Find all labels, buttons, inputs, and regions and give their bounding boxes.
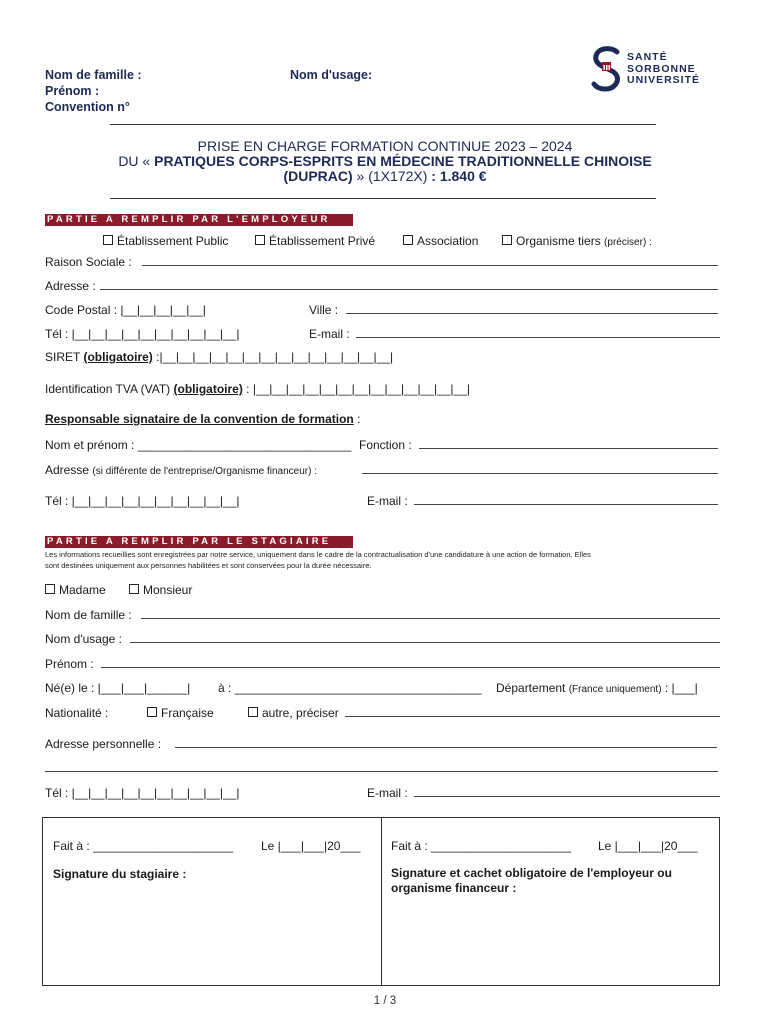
title-line2-prefix: DU « bbox=[118, 153, 155, 169]
checkbox-icon[interactable] bbox=[103, 235, 113, 245]
stag-prenom-field[interactable] bbox=[101, 667, 720, 668]
checkbox-icon[interactable] bbox=[403, 235, 413, 245]
title-line3-bold: (DUPRAC) bbox=[283, 168, 353, 184]
option-monsieur[interactable] bbox=[129, 583, 192, 597]
stag-prenom-label: Prénom : bbox=[45, 657, 94, 671]
tel2-field[interactable]: Tél : |__|__|__|__|__|__|__|__|__|__| bbox=[45, 494, 240, 508]
fonction-label: Fonction : bbox=[359, 438, 412, 452]
sig-employeur-line2: organisme financeur : bbox=[391, 881, 517, 895]
stag-ne-le-field[interactable]: Né(e) le : |___|___|______| bbox=[45, 681, 191, 695]
logo-line1: SANTÉ bbox=[627, 51, 668, 63]
responsable-heading bbox=[45, 412, 360, 426]
option-label: Établissement Public bbox=[117, 234, 229, 248]
sorbonne-s-icon bbox=[590, 46, 624, 92]
email-label: E-mail : bbox=[309, 327, 350, 341]
fait-a-right[interactable]: Fait à : _____________________ bbox=[391, 839, 572, 853]
fonction-field[interactable] bbox=[419, 448, 718, 449]
checkbox-icon[interactable] bbox=[147, 707, 157, 717]
page-number: 1 / 3 bbox=[373, 995, 397, 1007]
option-francaise[interactable] bbox=[147, 706, 214, 720]
sig-stagiaire-label: Signature du stagiaire : bbox=[53, 867, 187, 881]
adresse-diff-label: Adresse bbox=[45, 463, 93, 477]
checkbox-icon[interactable] bbox=[45, 584, 55, 594]
header-convention: Convention n° bbox=[45, 100, 130, 114]
francaise-label: Française bbox=[161, 706, 214, 720]
option-label: Association bbox=[417, 234, 479, 248]
title-rule-bottom bbox=[110, 198, 656, 199]
tva-obligatoire: (obligatoire) bbox=[173, 382, 243, 396]
adresse-field[interactable] bbox=[100, 289, 718, 290]
checkbox-icon[interactable] bbox=[502, 235, 512, 245]
adresse-label: Adresse : bbox=[45, 279, 96, 293]
stag-email-label: E-mail : bbox=[367, 786, 408, 800]
departement-note: (France uniquement) bbox=[568, 684, 662, 695]
tva-boxes[interactable]: : |__|__|__|__|__|__|__|__|__|__|__|__|__| bbox=[242, 382, 470, 396]
adresse-perso-label: Adresse personnelle : bbox=[45, 737, 162, 751]
logo-line2: SORBONNE bbox=[627, 63, 696, 75]
sig-employeur-line1: Signature et cachet obligatoire de l'employeur ou bbox=[391, 866, 672, 880]
option-madame[interactable] bbox=[45, 583, 106, 597]
email2-label: E-mail : bbox=[367, 494, 408, 508]
adresse-diff-note: (si différente de l'entreprise/Organisme financeur) : bbox=[92, 466, 317, 477]
departement-label: Département bbox=[496, 681, 569, 695]
notice-line1: Les informations recueillies sont enregistrées par notre service, uniquement dans le cadre de la contractualisation d'une candidature à une action de formation. Elles bbox=[45, 550, 591, 559]
stag-tel-field[interactable]: Tél : |__|__|__|__|__|__|__|__|__|__| bbox=[45, 786, 240, 800]
section-stagiaire: PARTIE A REMPLIR PAR LE STAGIAIRE bbox=[45, 536, 353, 548]
option-etablissement-prive[interactable] bbox=[255, 234, 375, 248]
header-nom-famille: Nom de famille : bbox=[45, 68, 142, 82]
le-left[interactable]: Le |___|___|20___ bbox=[261, 839, 361, 853]
option-label: Organisme tiers bbox=[516, 234, 601, 248]
checkbox-icon[interactable] bbox=[255, 235, 265, 245]
title-line3 bbox=[0, 168, 770, 184]
stag-email-field[interactable] bbox=[414, 796, 720, 797]
preciser-label: (préciser) : bbox=[604, 237, 652, 248]
option-label: Établissement Privé bbox=[269, 234, 376, 248]
nom-prenom-field[interactable]: Nom et prénom : ________________________________ bbox=[45, 438, 352, 452]
option-autre[interactable] bbox=[248, 706, 339, 720]
email-field[interactable] bbox=[356, 337, 720, 338]
siret-obligatoire: (obligatoire) bbox=[83, 350, 153, 364]
tel-field[interactable]: Tél : |__|__|__|__|__|__|__|__|__|__| bbox=[45, 327, 240, 341]
adresse-diff bbox=[45, 463, 317, 477]
tva-field[interactable] bbox=[45, 382, 470, 396]
adresse-perso-field[interactable] bbox=[175, 747, 717, 748]
stag-nom-famille-field[interactable] bbox=[141, 618, 720, 619]
stag-a-field[interactable]: à : _____________________________________ bbox=[218, 681, 482, 695]
responsable-colon: : bbox=[353, 412, 361, 426]
siret-boxes[interactable]: :|__|__|__|__|__|__|__|__|__|__|__|__|__|__| bbox=[152, 350, 394, 364]
autre-preciser-field[interactable] bbox=[345, 716, 720, 717]
title-line3-mid: » (1X172X) bbox=[352, 168, 432, 184]
adresse-perso-field-2[interactable] bbox=[45, 771, 718, 772]
checkbox-icon[interactable] bbox=[129, 584, 139, 594]
option-association[interactable] bbox=[403, 234, 478, 248]
title-line3-price: : 1.840 € bbox=[431, 168, 487, 184]
raison-sociale-field[interactable] bbox=[142, 265, 718, 266]
title-line2-bold: PRATIQUES CORPS-ESPRITS EN MÉDECINE TRADITIONNELLE CHINOISE bbox=[154, 153, 652, 169]
title-line2 bbox=[0, 153, 770, 169]
title-rule-top bbox=[110, 124, 656, 125]
fait-a-left[interactable]: Fait à : _____________________ bbox=[53, 839, 234, 853]
tva-label: Identification TVA (VAT) bbox=[45, 382, 174, 396]
siret-label: SIRET bbox=[45, 350, 84, 364]
stag-nom-usage-label: Nom d'usage : bbox=[45, 632, 122, 646]
madame-label: Madame bbox=[59, 583, 106, 597]
checkbox-icon[interactable] bbox=[248, 707, 258, 717]
autre-label: autre, préciser bbox=[262, 706, 339, 720]
stag-nom-famille-label: Nom de famille : bbox=[45, 608, 132, 622]
title-line1: PRISE EN CHARGE FORMATION CONTINUE 2023 – 2024 bbox=[197, 138, 573, 154]
stag-nom-usage-field[interactable] bbox=[130, 642, 720, 643]
nationalite-label: Nationalité : bbox=[45, 706, 109, 720]
header-nom-usage: Nom d'usage: bbox=[290, 68, 373, 82]
le-right[interactable]: Le |___|___|20___ bbox=[598, 839, 698, 853]
option-etablissement-public[interactable] bbox=[103, 234, 228, 248]
code-postal-field[interactable]: Code Postal : |__|__|__|__|__| bbox=[45, 303, 206, 317]
departement-box[interactable]: : |___| bbox=[661, 681, 698, 695]
option-organisme-tiers[interactable] bbox=[502, 234, 652, 248]
ville-label: Ville : bbox=[309, 303, 339, 317]
header-prenom: Prénom : bbox=[45, 84, 100, 98]
ville-field[interactable] bbox=[346, 313, 718, 314]
stag-departement[interactable] bbox=[496, 681, 698, 695]
raison-sociale-label: Raison Sociale : bbox=[45, 255, 132, 269]
monsieur-label: Monsieur bbox=[143, 583, 193, 597]
logo-line3: UNIVERSITÉ bbox=[627, 74, 701, 86]
section-employeur: PARTIE A REMPLIR PAR L'EMPLOYEUR bbox=[45, 214, 353, 226]
adresse-diff-field[interactable] bbox=[362, 473, 718, 474]
notice-line2: sont destinées uniquement aux personnes habilitées et sont conservées pour la durée nécessaire. bbox=[45, 561, 372, 570]
responsable-label: Responsable signataire de la convention de formation bbox=[45, 412, 354, 426]
sorbonne-logo bbox=[590, 46, 720, 96]
siret-field[interactable] bbox=[45, 350, 393, 364]
email2-field[interactable] bbox=[414, 504, 718, 505]
